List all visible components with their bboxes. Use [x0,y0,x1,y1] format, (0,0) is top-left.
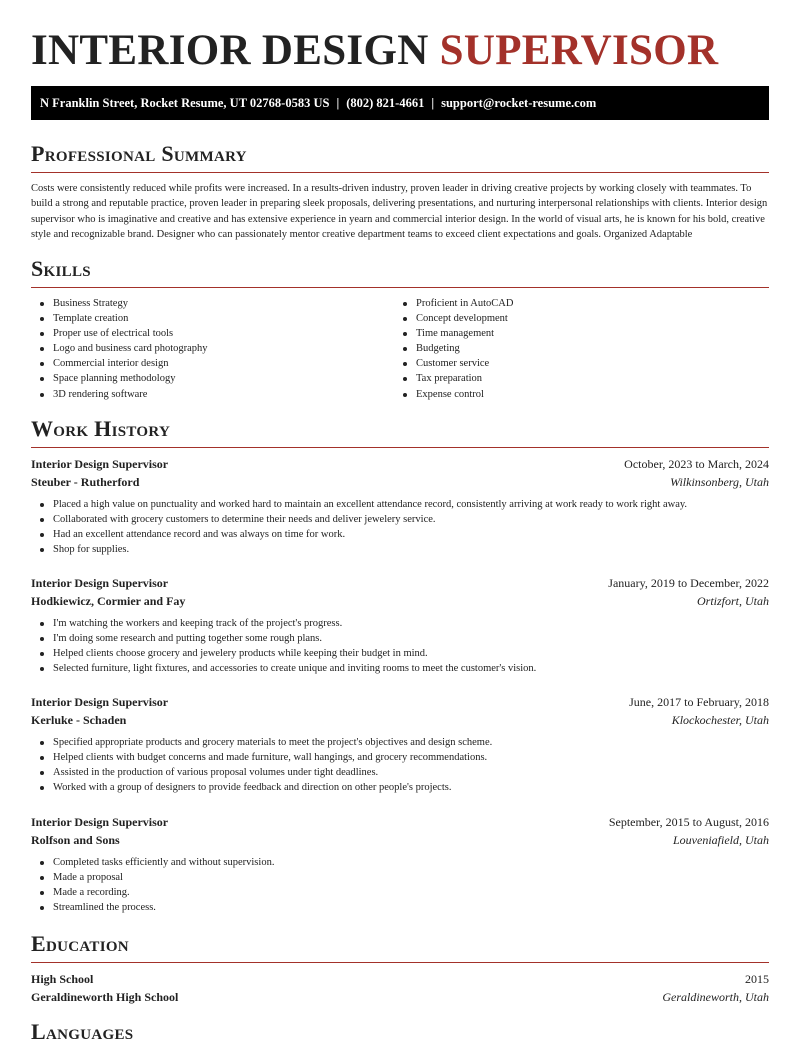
education-school: Geraldineworth High School [31,990,179,1004]
skills-heading: Skills [31,256,91,281]
summary-divider [31,172,769,173]
resume-title [31,26,718,76]
skill-item: Expense control [394,387,513,402]
skill-item: Budgeting [394,341,513,356]
title-accent: SUPERVISOR [439,27,719,74]
education-divider [31,962,769,963]
job-duty: Placed a high value on punctuality and worked hard to maintain an excellent attendance record, consistently arriving at work ready to work right away. [31,497,769,512]
education-year: 2015 [745,972,769,986]
skill-item: Proper use of electrical tools [31,326,208,341]
job-duty: Had an excellent attendance record and was always on time for work. [31,527,769,542]
job-duty: Streamlined the process. [31,900,769,915]
education-entry [31,970,769,1006]
contact-separator: | [431,96,435,110]
work-divider [31,447,769,448]
skills-divider [31,287,769,288]
job-entry [31,455,769,557]
skill-item: Logo and business card photography [31,341,208,356]
job-duties [31,497,769,557]
work-heading: Work History [31,416,171,441]
job-duty: Made a recording. [31,885,769,900]
skill-item: Concept development [394,311,513,326]
job-location: Klockochester, Utah [671,713,769,727]
job-duties [31,616,769,676]
contact-address: N Franklin Street, Rocket Resume, UT 02768-0583 US [40,96,330,110]
languages-heading: Languages [31,1019,134,1044]
job-company: Rolfson and Sons [31,833,120,847]
job-dates: June, 2017 to February, 2018 [629,695,769,709]
job-dates: January, 2019 to December, 2022 [608,576,769,590]
education-degree: High School [31,972,94,986]
job-duty: Assisted in the production of various proposal volumes under tight deadlines. [31,765,769,780]
skill-item: Business Strategy [31,296,208,311]
skill-item: Space planning methodology [31,371,208,386]
job-title: Interior Design Supervisor [31,576,169,590]
skill-item: Time management [394,326,513,341]
job-title: Interior Design Supervisor [31,815,169,829]
job-duty: I'm watching the workers and keeping track of the project's progress. [31,616,769,631]
job-duty: Collaborated with grocery customers to determine their needs and deliver jewelery service. [31,512,769,527]
job-entry [31,813,769,915]
job-duty: Specified appropriate products and grocery materials to meet the project's objectives and design scheme. [31,735,769,750]
job-duty: Helped clients choose grocery and jewelery products while keeping their budget in mind. [31,646,769,661]
education-heading: Education [31,931,129,956]
contact-separator: | [336,96,340,110]
job-duty: Helped clients with budget concerns and made furniture, wall hangings, and grocery recommendations. [31,750,769,765]
contact-bar [31,86,769,120]
job-duty: Worked with a group of designers to provide feedback and direction on other people's projects. [31,780,769,795]
title-main: INTERIOR DESIGN [31,27,429,74]
skill-item: Template creation [31,311,208,326]
contact-email[interactable]: support@rocket-resume.com [441,96,597,110]
job-entry [31,693,769,795]
skill-item: 3D rendering software [31,387,208,402]
job-title: Interior Design Supervisor [31,695,169,709]
skills-list-right [394,296,513,402]
skill-item: Commercial interior design [31,356,208,371]
job-company: Kerluke - Schaden [31,713,127,727]
job-duty: Completed tasks efficiently and without supervision. [31,855,769,870]
skills-list-left [31,296,208,402]
job-duties [31,855,769,915]
job-duty: Made a proposal [31,870,769,885]
job-dates: October, 2023 to March, 2024 [624,457,769,471]
job-duty: I'm doing some research and putting together some rough plans. [31,631,769,646]
skill-item: Tax preparation [394,371,513,386]
summary-heading: Professional Summary [31,141,247,166]
job-company: Hodkiewicz, Cormier and Fay [31,594,186,608]
job-duties [31,735,769,795]
job-location: Ortizfort, Utah [696,594,769,608]
summary-text: Costs were consistently reduced while profits were increased. In a results-driven industry, proven leader in driving creative projects by working closely with teammates. To build a strong and reputable practice, proven leader in preparing sleek proposals, delivering presentations, and nurturing interpersonal relationships with clients. Interior design supervisor who is imaginative and creative and has extensive experience in yearn and commercial interior design. In the world of visual arts, he is known for his bold, creative style and recognizable brand. Designer who can passionately mentor creative department teams to exceed client expectations and goals. Organized Adaptable [31,183,768,240]
education-location: Geraldineworth, Utah [662,990,769,1004]
skill-item: Customer service [394,356,513,371]
job-company: Steuber - Rutherford [31,475,140,489]
job-title: Interior Design Supervisor [31,457,169,471]
contact-phone[interactable]: (802) 821-4661 [346,96,425,110]
job-location: Wilkinsonberg, Utah [670,475,769,489]
job-duty: Selected furniture, light fixtures, and accessories to create unique and inviting rooms to meet the customer's vision. [31,661,769,676]
skill-item: Proficient in AutoCAD [394,296,513,311]
job-entry [31,574,769,676]
job-location: Louveniafield, Utah [673,833,769,847]
job-duty: Shop for supplies. [31,542,769,557]
job-dates: September, 2015 to August, 2016 [608,815,769,829]
